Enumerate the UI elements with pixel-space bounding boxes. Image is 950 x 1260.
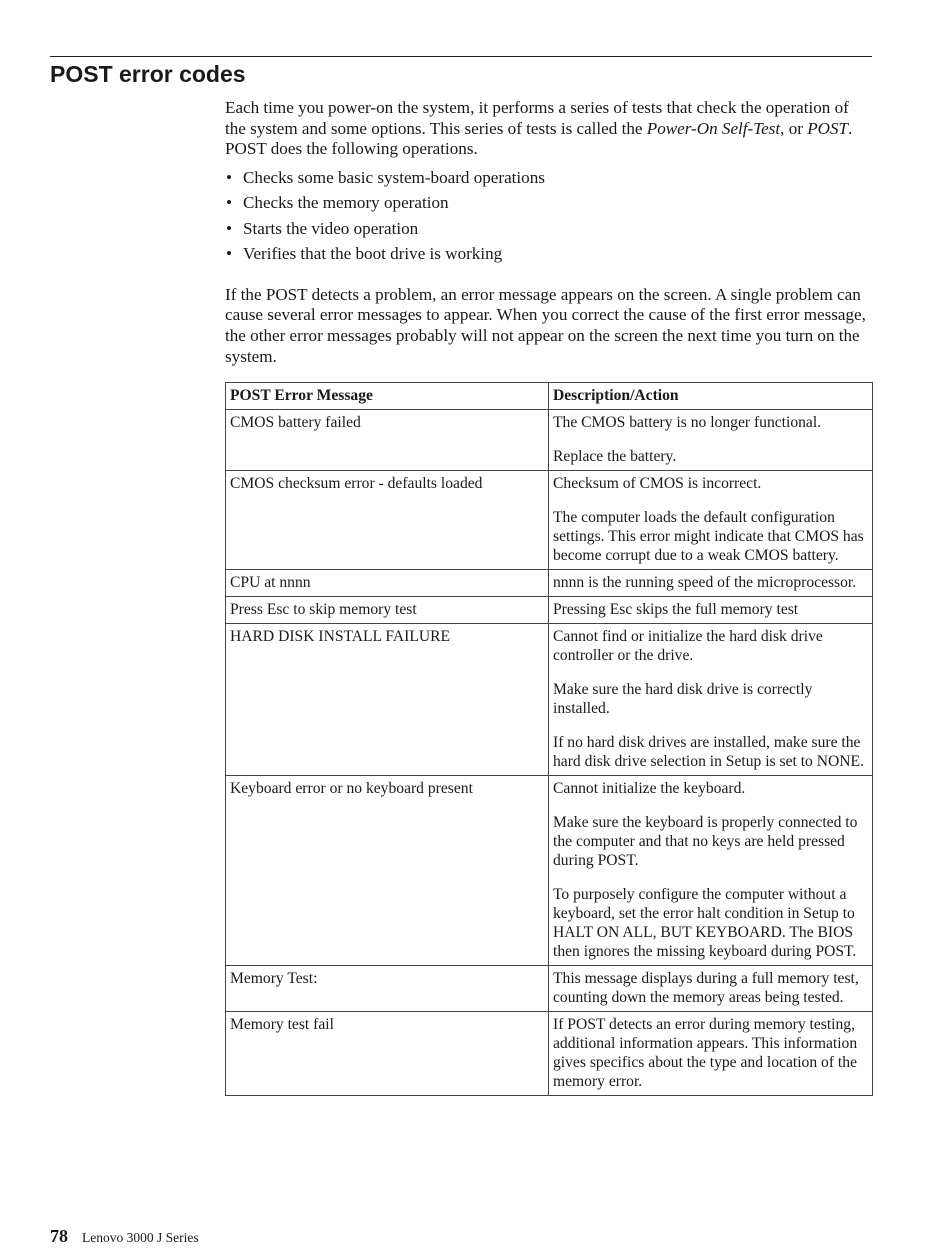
description-cell — [549, 776, 873, 966]
table-row — [226, 966, 873, 1012]
table-row — [226, 1012, 873, 1096]
error-message-cell: CMOS checksum error - defaults loaded — [226, 471, 549, 570]
intro-text-1: Each time you power-on the system, it performs a series of tests that check the operation of the system and some options. This series of tests is called the — [225, 98, 849, 138]
description-cell — [549, 1012, 873, 1096]
column-header-message: POST Error Message — [226, 383, 549, 410]
description-text: The computer loads the default configuration settings. This error might indicate that CMOS has become corrupt due to a weak CMOS battery. — [553, 509, 864, 565]
error-message-cell: Memory Test: — [226, 966, 549, 1012]
error-message-cell: CMOS battery failed — [226, 410, 549, 471]
intro-text-2: , or — [780, 118, 808, 138]
description-text: Replace the battery. — [553, 448, 677, 466]
operation-item: • Starts the video operation — [225, 216, 873, 242]
table-header-row — [226, 383, 873, 410]
description-cell — [549, 471, 873, 570]
description-cell — [549, 410, 873, 471]
description-text: To purposely configure the computer without a keyboard, set the error halt condition in Setup to HALT ON ALL, BUT KEYBOARD. The BIOS then ignores the missing keyboard during POST. — [553, 886, 857, 961]
table-row — [226, 624, 873, 776]
post-error-table — [225, 382, 873, 1096]
main-content — [225, 98, 873, 1096]
operation-item: • Checks the memory operation — [225, 190, 873, 216]
error-message-cell: Press Esc to skip memory test — [226, 597, 549, 624]
page-number: 78 — [50, 1226, 68, 1246]
description-cell — [549, 597, 873, 624]
intro-paragraph — [225, 98, 873, 160]
table-row — [226, 410, 873, 471]
intro-term-post: POST — [807, 118, 849, 138]
intro-text-3: . POST does the following operations. — [225, 118, 853, 159]
operations-list — [225, 165, 873, 267]
description-cell — [549, 624, 873, 776]
description-cell — [549, 966, 873, 1012]
page-footer — [50, 1224, 199, 1250]
page-heading: POST error codes — [50, 61, 246, 87]
description-text: If no hard disk drives are installed, make sure the hard disk drive selection in Setup is set to NONE. — [553, 734, 864, 771]
description-text: The CMOS battery is no longer functional. — [553, 414, 822, 432]
description-text: Cannot find or initialize the hard disk drive controller or the drive. — [553, 628, 823, 665]
intro-term-power-on-self-test: Power-On Self-Test — [646, 118, 781, 138]
operation-item: • Verifies that the boot drive is working — [225, 241, 873, 267]
description-text: Make sure the keyboard is properly connected to the computer and that no keys are held pressed during POST. — [553, 814, 858, 870]
error-message-cell: Memory test fail — [226, 1012, 549, 1096]
book-title: Lenovo 3000 J Series — [82, 1230, 199, 1245]
description-text: Cannot initialize the keyboard. — [553, 780, 746, 798]
problem-paragraph: If the POST detects a problem, an error message appears on the screen. A single problem can cause several error messages to appear. When you correct the cause of the first error message, the other error messages probably will not appear on the screen the next time you turn on the system. — [225, 284, 866, 366]
description-text: nnnn is the running speed of the microprocessor. — [553, 574, 857, 592]
table-row — [226, 570, 873, 597]
error-message-cell: HARD DISK INSTALL FAILURE — [226, 624, 549, 776]
error-message-cell: CPU at nnnn — [226, 570, 549, 597]
operation-item: • Checks some basic system-board operations — [225, 165, 873, 191]
description-text: This message displays during a full memory test, counting down the memory areas being tested. — [553, 970, 859, 1007]
description-cell — [549, 570, 873, 597]
column-header-description: Description/Action — [549, 383, 873, 410]
table-row — [226, 597, 873, 624]
description-text: Make sure the hard disk drive is correctly installed. — [553, 681, 813, 718]
error-message-cell: Keyboard error or no keyboard present — [226, 776, 549, 966]
table-row — [226, 471, 873, 570]
description-text: Pressing Esc skips the full memory test — [553, 601, 799, 619]
top-rule — [50, 56, 872, 57]
table-row — [226, 776, 873, 966]
description-text: If POST detects an error during memory testing, additional information appears. This information gives specifics about the type and location of the memory error. — [553, 1016, 858, 1091]
description-text: Checksum of CMOS is incorrect. — [553, 475, 762, 493]
